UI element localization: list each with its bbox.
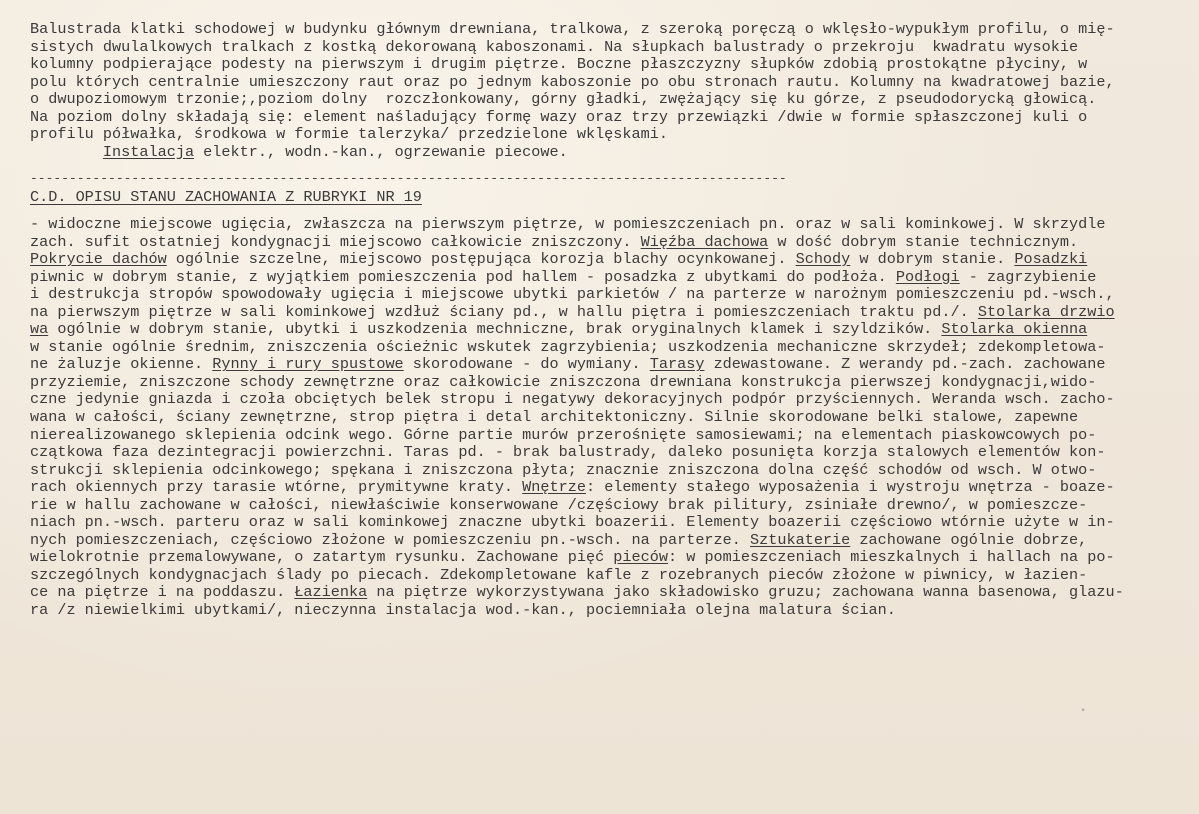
text-line: sistych dwulalkowych tralkach z kostką dekorowaną kaboszonami. Na słupkach balustrady o przekroju kwadratu wysokie [30,37,1079,56]
section-heading: C.D. OPISU STANU ZACHOWANIA Z RUBRYKI NR 19 [30,188,422,206]
underlined-term: Sztukaterie [750,530,851,549]
text-segment: w stanie ogólnie średnim, zniszczenia ościeżnic wskutek zagrzybienia; uszkodzenia mechaniczne skrzydeł; zdekompletowa- [30,337,1106,356]
text-line [30,391,1190,409]
underlined-term: Podłogi [895,267,960,286]
installation-label: Instalacja [102,142,195,161]
text-segment: rie w hallu zachowane w całości, niewłaściwie konserwowane /częściowy brak pilitury, zsiniałe drewno/, w pomieszcze- [30,495,1088,514]
text-segment: szczególnych kondygnacjach ślady po piecach. Zdekompletowane kafle z rozebranych pieców złożone w piwnicy, w łazien- [30,565,1088,584]
text-line: Na poziom dolny składają się: element naśladujący formę wazy oraz trzy przewiązki /dwie w formie spłaszczonej kuli o [30,107,1088,126]
text-line [30,567,1190,585]
text-segment: czątkowa faza dezintegracji powierzchni. Taras pd. - brak balustrady, daleko posunięta korzja stalowych elementów kon- [30,443,1106,462]
text-line [30,444,1190,462]
underlined-term: Rynny i rury spustowe [212,355,404,374]
underlined-term: Schody [795,250,851,269]
text-line [30,514,1190,532]
intro-paragraph [30,21,1190,161]
underlined-term: wa [30,320,49,339]
underlined-term: Wnętrze [522,478,586,497]
text-segment: - widoczne miejscowe ugięcia, zwłaszcza na pierwszym piętrze, w pomieszczeniach pn. oraz w sali kominkowej. W skrzydle [30,215,1106,233]
text-segment: rach okiennych przy tarasie wtórne, prymitywne kraty. [30,478,523,497]
text-segment: ce na piętrze i na poddaszu. [30,583,295,602]
text-line [30,549,1190,567]
text-segment: piwnic w dobrym stanie, z wyjątkiem pomieszczenia pod hallem - posadzka z ubytkami do podłoża. [30,267,896,286]
underlined-term: Posadzki [1014,250,1088,269]
text-line: profilu półwałka, środkowa w formie talerzyka/ przedzielone wklęskami. [30,125,668,144]
text-line [30,497,1190,515]
installation-text: elektr., wodn.-kan., ogrzewanie piecowe. [194,142,568,161]
text-line [30,269,1190,287]
text-line [30,409,1190,427]
text-segment: niach pn.-wsch. parteru oraz w sali kominkowej znaczne ubytki boazerii. Elementy boazerii częściowo wtórnie użyte w in- [30,513,1115,532]
underlined-term: Więźba dachowa [640,232,769,251]
text-segment: zdewastowane. Z werandy pd.-zach. zachowane [704,355,1106,374]
text-line [30,286,1190,304]
text-line [30,251,1190,269]
text-line [30,234,1190,252]
text-segment: na piętrze wykorzystywana jako składowisko gruzu; zachowana wanna basenowa, glazu- [367,583,1124,602]
underlined-term: Łazienka [294,583,368,602]
faint-bleed-mark: ▪ [1080,706,1087,717]
text-line: Balustrada klatki schodowej w budynku głównym drewniana, tralkowa, z szeroką poręczą o wklęsło-wypukłym profilu, o mię- [30,20,1115,38]
text-segment: i destrukcja stropów spowodowały ugięcia i miejscowe ubytki parkietów / na parterze w narożnym pomieszczeniu pd.-wsch., [30,285,1115,304]
text-line [30,462,1190,480]
text-line [30,532,1190,550]
text-line [30,339,1190,357]
text-line [30,304,1190,322]
text-segment: : w pomieszczeniach mieszkalnych i hallach na po- [667,548,1115,567]
text-segment: w dobrym stanie. [850,250,1015,269]
text-line [30,584,1190,602]
text-segment: wana w całości, ściany zewnętrzne, strop piętra i detal architektoniczny. Silnie skorodowane belki stalowe, zapewne [30,408,1079,427]
text-segment: skorodowane - do wymiany. [403,355,650,374]
text-segment: w dość dobrym stanie technicznym. [768,232,1079,251]
underlined-term: Stolarka okienna [941,320,1088,339]
installation-line [30,144,1190,162]
text-segment: na pierwszym piętrze w sali kominkowej wzdłuż ściany pd., w hallu piętra i pomieszczeniach traktu pd./. [30,302,978,321]
text-segment: czne jedynie gniazda i czoła obciętych belek stropu i negatywy dekoracyjnych podpór przyściennych. Weranda wsch. zacho- [30,390,1115,409]
text-segment: nierealizowanego sklepienia odcink wego. Górne partie murów przerośnięte samosiewami; na elementach piaskowcowych po- [30,425,1097,444]
text-line [30,479,1190,497]
text-line: o dwupoziomowym trzonie;,poziom dolny rozczłonkowany, górny gładki, zwężający się ku górze, z pseudodorycką głowicą. [30,90,1097,109]
text-segment: przyziemie, zniszczone schody zewnętrzne oraz całkowicie zniszczona drewniana konstrukcja pierwszej kondygnacji,wido- [30,372,1097,391]
text-segment: ra /z niewielkimi ubytkami/, nieczynna instalacja wod.-kan., pociemniała olejna malatura ścian. [30,601,896,620]
text-segment: ogólnie szczelne, miejscowo postępująca korozja blachy ocynkowanej. [166,250,796,269]
text-line: kolumny podpierające podesty na pierwszym i drugim piętrze. Boczne płaszczyzny słupków zdobią prostokątne płyciny, w [30,55,1088,74]
text-line [30,427,1190,445]
text-segment: zachowane ogólnie dobrze, [850,530,1088,549]
text-segment: - zagrzybienie [959,267,1097,286]
text-line [30,374,1190,392]
text-line [30,321,1190,339]
underlined-term: Tarasy [649,355,705,374]
text-segment: ne żaluzje okienne. [30,355,213,374]
text-line [30,216,1190,234]
underlined-term: pieców [613,548,668,567]
text-line [30,356,1190,374]
separator-line: ------------------------------------------------------------------------------------------------- [30,171,787,186]
condition-description [30,216,1190,620]
underlined-term: Pokrycie dachów [30,250,167,269]
text-segment: : elementy stałego wyposażenia i wystroju wnętrza - boaze- [585,478,1115,497]
text-segment: ogólnie w dobrym stanie, ubytki i uszkodzenia mechniczne, brak oryginalnych klamek i szyldzików. [48,320,942,339]
text-line: polu których centralnie umieszczony raut oraz po jednym kaboszonie po obu stronach rautu. Kolumny na kwadratowej bazie, [30,72,1115,91]
text-segment: nych pomieszczeniach, częściowo złożone w pomieszczeniu pn.-wsch. na parterze. [30,530,751,549]
text-segment: wielokrotnie przemalowywane, o zatartym rysunku. Zachowane pięć [30,548,614,567]
text-segment: zach. sufit ostatniej kondygnacji miejscowo całkowicie zniszczony. [30,232,641,251]
text-line [30,602,1190,620]
text-segment: strukcji sklepienia odcinkowego; spękana i zniszczona płyta; znacznie zniszczona dolna część schodów od wsch. W otwo- [30,460,1097,479]
underlined-term: Stolarka drzwio [977,302,1115,321]
